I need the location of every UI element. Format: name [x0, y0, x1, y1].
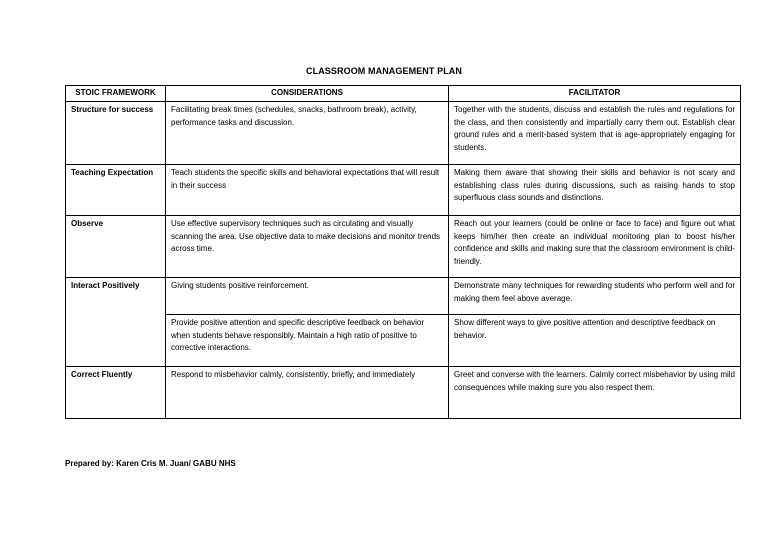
facilitator-cell: Reach out your learners (could be online or face to face) and figure out what keeps him/her then create an individual monitoring plan to boost his/her confidence and skills and making sure that the classroom environment is child-friendly. — [449, 216, 741, 278]
table-row — [66, 216, 741, 278]
header-stoic-framework: STOIC FRAMEWORK — [66, 86, 166, 102]
framework-cell: Structure for success — [66, 102, 166, 165]
facilitator-cell: Making them aware that showing their skills and behavior is not scary and establishing class rules during discussions, such as raising hands to stop superfluous class sounds and distinctions. — [449, 165, 741, 216]
management-plan-table — [65, 85, 741, 419]
considerations-cell: Facilitating break times (schedules, snacks, bathroom break), activity, performance tasks and discussion. — [166, 102, 449, 165]
prepared-by: Prepared by: Karen Cris M. Juan/ GABU NHS — [65, 459, 236, 468]
table-header-row — [66, 86, 741, 102]
table-row — [66, 367, 741, 419]
header-considerations: CONSIDERATIONS — [166, 86, 449, 102]
framework-cell: Observe — [66, 216, 166, 278]
table-row — [66, 278, 741, 315]
considerations-cell: Teach students the specific skills and behavioral expectations that will result in their success — [166, 165, 449, 216]
considerations-cell: Use effective supervisory techniques such as circulating and visually scanning the area. Use objective data to make decisions and monitor trends across time. — [166, 216, 449, 278]
document-title: CLASSROOM MANAGEMENT PLAN — [306, 66, 462, 76]
considerations-cell: Provide positive attention and specific descriptive feedback on behavior when students behave responsibly. Maintain a high ratio of positive to corrective interactions. — [166, 315, 449, 367]
table-row — [66, 102, 741, 165]
facilitator-cell: Together with the students, discuss and establish the rules and regulations for the class, and then consistently and impartially carry them out. Establish clear ground rules and a merit-based system that is age-appropriately engaging for students. — [449, 102, 741, 165]
header-facilitator: FACILITATOR — [449, 86, 741, 102]
framework-cell: Teaching Expectation — [66, 165, 166, 216]
facilitator-cell: Show different ways to give positive attention and descriptive feedback on behavior. — [449, 315, 741, 367]
facilitator-cell: Greet and converse with the learners. Calmly correct misbehavior by using mild consequences while making sure you also respect them. — [449, 367, 741, 419]
considerations-cell: Respond to misbehavior calmly, consistently, briefly, and immediately — [166, 367, 449, 419]
table-row — [66, 315, 741, 367]
facilitator-cell: Demonstrate many techniques for rewarding students who perform well and for making them feel above average. — [449, 278, 741, 315]
framework-cell: Correct Fluently — [66, 367, 166, 419]
considerations-cell: Giving students positive reinforcement. — [166, 278, 449, 315]
framework-cell: Interact Positively — [66, 278, 166, 367]
table-row — [66, 165, 741, 216]
